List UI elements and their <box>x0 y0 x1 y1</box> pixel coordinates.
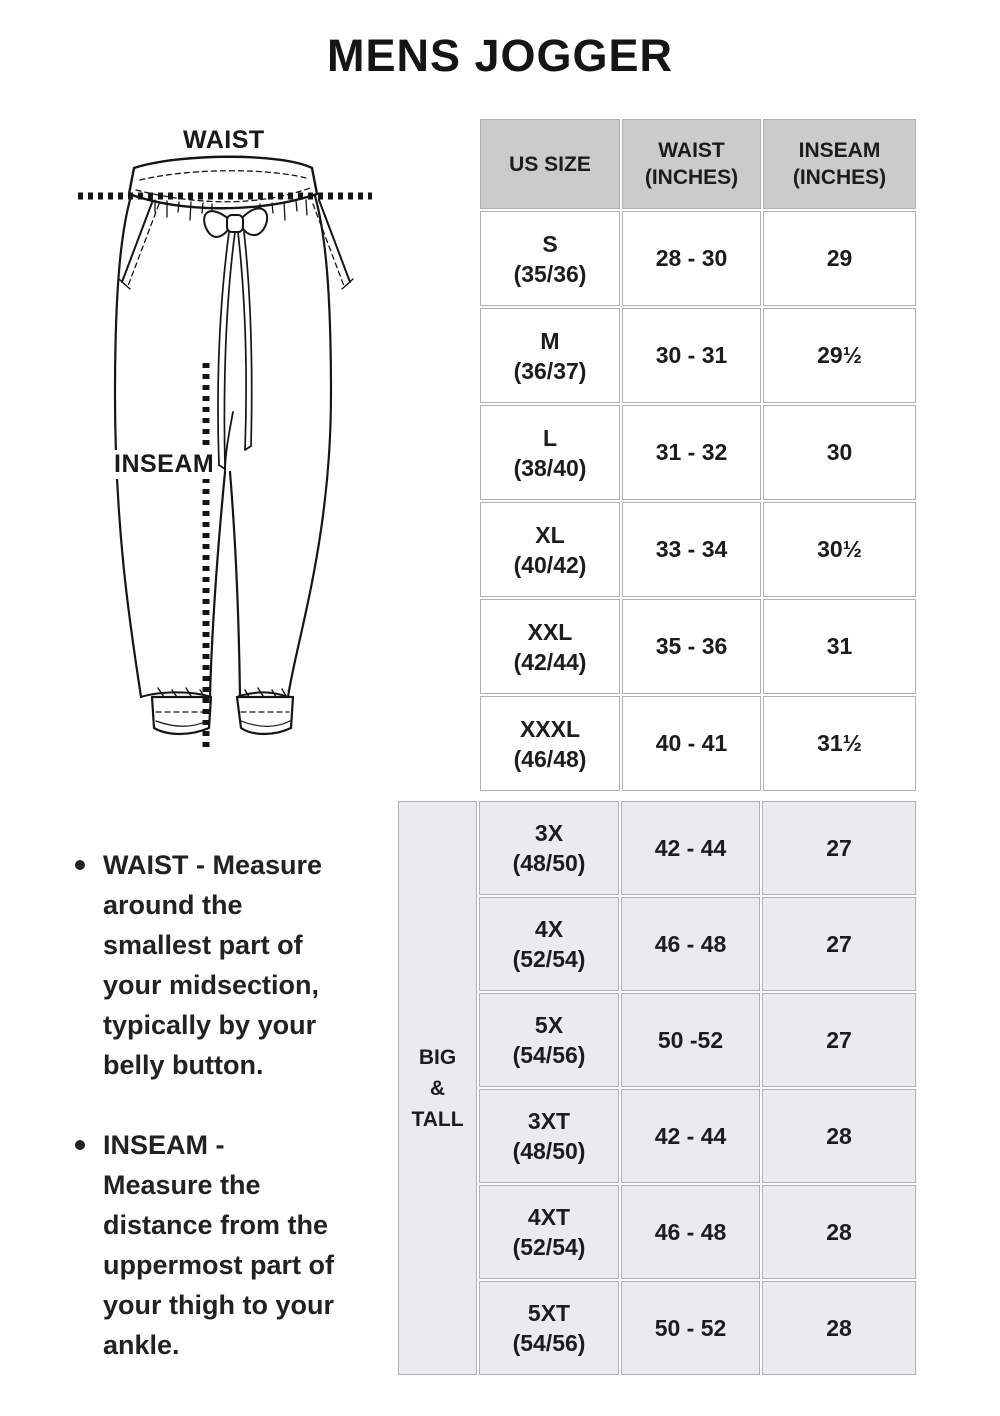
size-label: S <box>542 230 558 257</box>
group-line: TALL <box>411 1107 464 1131</box>
size-range-label: (38/40) <box>513 454 587 481</box>
size-label: 5XT <box>527 1300 571 1326</box>
inseam-value: 30 <box>763 405 916 500</box>
table-row <box>480 405 916 500</box>
inseam-value: 27 <box>762 801 916 895</box>
waist-value: 42 - 44 <box>621 801 760 895</box>
note-text: INSEAM - Measure the distance from the uppermost part of your thigh to your ankle. <box>103 1130 335 1360</box>
inseam-value: 31½ <box>763 696 916 791</box>
size-label: 4X <box>534 916 564 942</box>
table-row <box>398 801 916 895</box>
size-range-label: (54/56) <box>512 1042 586 1068</box>
inseam-diagram-label: INSEAM <box>114 450 215 478</box>
header-waist: WAIST (INCHES) <box>622 119 761 209</box>
big-tall-table <box>396 799 918 1377</box>
size-range-label: (52/54) <box>512 1234 586 1260</box>
group-line: & <box>429 1076 446 1100</box>
size-cell <box>480 211 620 306</box>
size-cell <box>480 308 620 403</box>
waist-value: 50 - 52 <box>621 1281 760 1375</box>
size-label: 4XT <box>527 1204 571 1230</box>
table-row <box>480 308 916 403</box>
size-range-label: (52/54) <box>512 946 586 972</box>
table-row <box>480 599 916 694</box>
table-row <box>480 502 916 597</box>
size-cell <box>479 1185 619 1279</box>
inseam-value: 29½ <box>763 308 916 403</box>
size-cell <box>479 801 619 895</box>
size-range-label: (35/36) <box>513 260 587 287</box>
waist-value: 35 - 36 <box>622 599 761 694</box>
inseam-value: 27 <box>762 993 916 1087</box>
inseam-value: 31 <box>763 599 916 694</box>
inseam-value: 28 <box>762 1089 916 1183</box>
size-range-label: (48/50) <box>512 1138 586 1164</box>
size-label: 3XT <box>527 1108 571 1134</box>
waistband <box>129 157 317 209</box>
waist-value: 46 - 48 <box>621 897 760 991</box>
jogger-legs-outline <box>115 196 331 697</box>
inseam-value: 29 <box>763 211 916 306</box>
inseam-value: 28 <box>762 1185 916 1279</box>
waist-value: 33 - 34 <box>622 502 761 597</box>
size-range-label: (36/37) <box>513 357 587 384</box>
size-label: XL <box>535 521 565 548</box>
table-row <box>480 211 916 306</box>
size-cell <box>479 1281 619 1375</box>
jogger-illustration <box>60 120 400 780</box>
note-text: WAIST - Measure around the smallest part of your midsection, typically by your belly button. <box>103 850 323 1080</box>
size-cell <box>479 993 619 1087</box>
size-label: M <box>540 327 560 354</box>
table-row <box>480 696 916 791</box>
waist-value: 40 - 41 <box>622 696 761 791</box>
size-range-label: (54/56) <box>512 1330 586 1356</box>
inseam-value: 28 <box>762 1281 916 1375</box>
size-range-label: (48/50) <box>512 850 586 876</box>
page-title: MENS JOGGER <box>326 30 674 81</box>
size-range-label: (40/42) <box>513 551 587 578</box>
inseam-value: 30½ <box>763 502 916 597</box>
pocket-lines <box>119 200 353 289</box>
size-label: L <box>542 424 558 451</box>
size-cell <box>479 1089 619 1183</box>
measurement-notes-list <box>72 845 338 1405</box>
waist-value: 50 -52 <box>621 993 760 1087</box>
waist-diagram-label: WAIST <box>183 126 265 154</box>
waist-value: 31 - 32 <box>622 405 761 500</box>
note-item-inseam <box>72 1125 338 1365</box>
size-cell <box>480 502 620 597</box>
note-item-waist <box>72 845 338 1085</box>
size-label: XXXL <box>519 715 581 742</box>
inseam-value: 27 <box>762 897 916 991</box>
size-label: 3X <box>534 820 564 846</box>
size-range-label: (46/48) <box>513 745 587 772</box>
ankle-cuffs <box>152 697 293 734</box>
size-label: XXL <box>527 618 573 645</box>
waist-value: 46 - 48 <box>621 1185 760 1279</box>
size-cell <box>480 696 620 791</box>
drawstring-bow <box>204 208 267 469</box>
table-header-row <box>480 119 916 209</box>
size-cell <box>480 405 620 500</box>
waist-value: 28 - 30 <box>622 211 761 306</box>
size-cell <box>480 599 620 694</box>
header-inseam: INSEAM (INCHES) <box>763 119 916 209</box>
header-us-size: US SIZE <box>480 119 620 209</box>
size-label: 5X <box>534 1012 564 1038</box>
group-line: BIG <box>418 1045 457 1069</box>
waist-value: 42 - 44 <box>621 1089 760 1183</box>
size-range-label: (42/44) <box>513 648 587 675</box>
waist-value: 30 - 31 <box>622 308 761 403</box>
big-tall-group-cell <box>398 801 477 1375</box>
size-cell <box>479 897 619 991</box>
size-chart-table <box>478 117 918 793</box>
